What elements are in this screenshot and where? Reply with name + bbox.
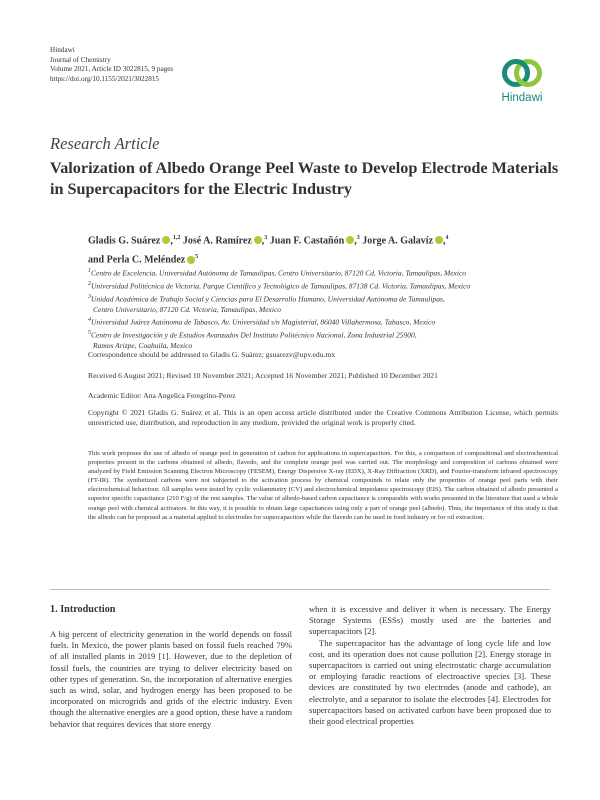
doi-link[interactable]: https://doi.org/10.1155/2021/3022815 (50, 74, 160, 83)
orcid-icon[interactable] (162, 236, 170, 244)
journal-meta (50, 46, 173, 84)
body-paragraph: when it is excessive and deliver it when is necessary. The Energy Storage Systems (ESSs) mostly used are the batteries and supercapacitors [2]. (309, 604, 551, 637)
volume-line: Volume 2021, Article ID 3022815, 9 pages (50, 65, 174, 74)
author-name[interactable]: José A. Ramírez (182, 235, 252, 247)
author-affiliation-sup: 5 (195, 254, 199, 261)
publisher-name: Hindawi (50, 46, 75, 54)
journal-name: Journal of Chemistry (50, 55, 111, 64)
author-name[interactable]: Juan F. Castañón (269, 235, 345, 247)
copyright-notice: Copyright © 2021 Gladis G. Suárez et al. This is an open access article distributed under the Creative Commons Attribution License, which permits unrestricted use, distribution, and reproduction in any medium, provided the original work is properly cited. (88, 408, 558, 428)
affiliation-item: $^4$Universidad Juárez Autónoma de Tabasco, Av. Universidad s/n Magisterial, 86040 Villahermosa, Tabasco, Mexico (88, 317, 436, 327)
author-affiliation-sup: 1,2 (172, 235, 181, 241)
body-column-right (309, 604, 551, 727)
orcid-icon[interactable] (435, 236, 443, 244)
hindawi-logo-text: Hindawi (501, 92, 543, 104)
article-type: Research Article (50, 134, 160, 153)
author-name[interactable]: Gladis G. Suárez (88, 235, 161, 247)
affiliation-item: $^1$Centro de Excelencia, Universidad Autónoma de Tamaulipas, Centro Universitario, 87120 Cd. Victoria, Tamaulipas, Mexico (88, 268, 467, 278)
author-affiliation-sup: 4 (445, 235, 449, 241)
author-list: Gladis G. SuáreziD ,$^{1,2}$ José A. RamíreziD ,$^3$ Juan F. CastañóniD ,$^3$ Jorge A. GalavíziD ,$^4$ and Perla C. MeléndeziD $^5$ (88, 230, 558, 269)
orcid-icon[interactable] (187, 256, 195, 264)
author-affiliation-sup: 3 (264, 235, 268, 241)
author-affiliation-sup: 3 (356, 235, 360, 241)
section-heading: 1. Introduction (50, 604, 116, 615)
section-divider (50, 589, 550, 590)
affiliation-item: $^5$Centro de Investigación y de Estudios Avanzados Del Instituto Politécnico Nacional, Zona Industrial 25900, (88, 330, 417, 340)
orcid-icon[interactable] (254, 236, 262, 244)
body-column-left (50, 629, 292, 730)
academic-editor: Academic Editor: Ana Angelica Feregrino-Perez (88, 391, 236, 400)
correspondence-line: Correspondence should be addressed to Gladis G. Suárez; gsuarezv@upv.edu.mx (88, 350, 336, 359)
orcid-icon[interactable] (346, 236, 354, 244)
author-name[interactable]: Jorge A. Galavíz (362, 235, 434, 247)
dates-line: Received 6 August 2021; Revised 10 November 2021; Accepted 16 November 2021; Published 10 December 2021 (88, 371, 438, 380)
affiliation-continuation: Centro Universitario, 87120 Cd. Victoria, Tamaulipas, Mexico (93, 304, 282, 314)
affiliation-item: $^3$Unidad Académica de Trabajo Social y Ciencias para El Desarrollo Humano, Universidad Autónoma de Tamaulipas, (88, 293, 445, 304)
author-name[interactable]: Perla C. Meléndez (106, 254, 186, 266)
affiliation-item: $^2$Universidad Politécnica de Victoria, Parque Científico y Tecnológico de Tamaulipas, 87138 Cd. Victoria, Tamaulipas, Mexico (88, 280, 471, 291)
abstract-text: This work proposes the use of albedo of orange peel in generation of carbon for applications in supercapacitors. For this, a comparison of compositional and electrochemical properties present in the carbons obtained of albedo, flavedo, and the complete orange peel was carried out. The morphology and composition of carbons obtained were analyzed by Field Emission Scanning Electron Microscopy (FESEM), Energy Dispersive X-ray (EDX), X-Ray Diffraction (XRD), and Fourier-transform infrared spectroscopy (FT-IR). The synthetized carbons were not subjected to the activation process by chemical compounds to relate only the properties of orange peel parts with their electrochemical behaviour. All samples were tested by cyclic voltammetry (CV) and electrochemical impedance spectroscopy (EIS). The carbon obtained of albedo presented a superior specific capacitance (210 F/g) of the rest samples. The value of albedo-based carbon capacitance is comparable with works presented in the literature that used a whole orange peel with chemical activators. In this way, it is possible to obtain large capacitances using only a part of orange peel (albedo). Thus, the importance of this study is that the albedo can be proposed as a material applied to electrodes for supercapacitors while the flavedo can be used in food industry or for oil extraction. (88, 450, 558, 521)
affiliation-continuation: Ramos Arizpe, Coahuila, Mexico (93, 340, 193, 350)
affiliation-list (88, 266, 558, 351)
body-paragraph: The supercapacitor has the advantage of long cycle life and low cost, and its operation does not cause pollution [2]. Energy storage in supercapacitors is carried out using electrostatic charge accumulation or employing faradic reactions of electroactive species [3]. These devices are constituted by two electrodes (anode and cathode), an electrolyte, and a separator to isolate the electrodes [4]. Electrodes for supercapacitors based on activated carbon have been proposed due to their good electrical properties (309, 637, 551, 727)
article-title: Valorization of Albedo Orange Peel Waste to Develop Electrode Materials in Supercapacitors for the Electric Industry (50, 159, 559, 198)
body-paragraph: A big percent of electricity generation in the world depends on fossil fuels. In Mexico, the power plants based on fossil fuels reached 79% of all installed plants in 2019 [1]. However, due to the depletion of fossil fuels, the countries are trying to deliver electricity based on other types of generation. So, the incorporation of alternative energies such as wind, solar, and hydrogen energy has been proposed to be incorporated on microgrids and grids of the electric industry. Even though the alternative energies are a good option, these have a random behavior that requires devices that store energy (50, 629, 292, 729)
